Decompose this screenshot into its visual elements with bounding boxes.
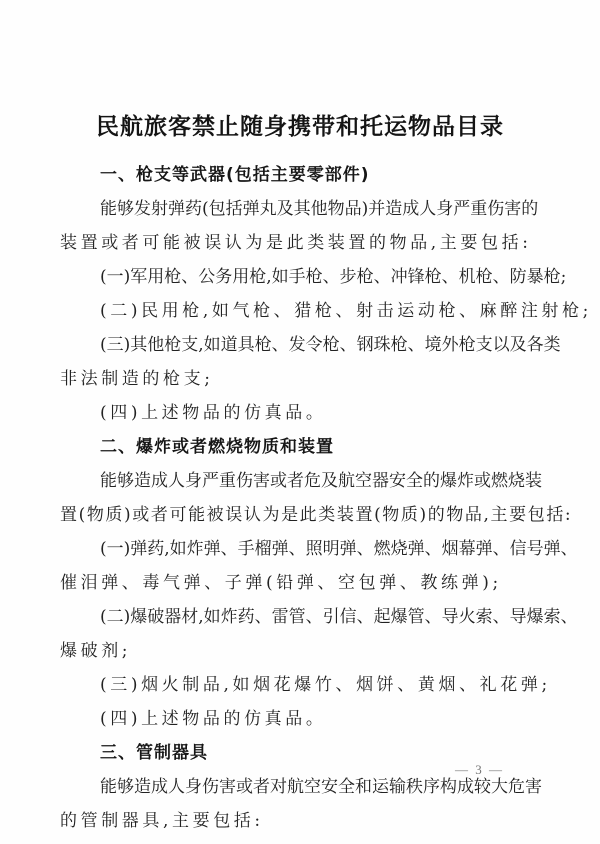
section-heading-weapons: 一、枪支等武器(包括主要零部件): [100, 165, 370, 185]
list-item-continuation: 爆破剂;: [60, 641, 132, 661]
section-heading-controlled-tools: 三、管制器具: [100, 743, 208, 763]
document-title: 民航旅客禁止随身携带和托运物品目录: [96, 113, 504, 140]
list-item-continuation: 非法制造的枪支;: [60, 369, 214, 389]
list-item: (四)上述物品的仿真品。: [100, 709, 327, 729]
list-item: (三)烟火制品,如烟花爆竹、烟饼、黄烟、礼花弹;: [100, 675, 551, 695]
list-item: (一)军用枪、公务用枪,如手枪、步枪、冲锋枪、机枪、防暴枪;: [100, 267, 567, 287]
list-item: (三)其他枪支,如道具枪、发令枪、钢珠枪、境外枪支以及各类: [100, 335, 561, 355]
paragraph-line: 置(物质)或者可能被误认为是此类装置(物质)的物品,主要包括:: [60, 505, 573, 525]
list-item: (二)爆破器材,如炸药、雷管、引信、起爆管、导火索、导爆索、: [100, 607, 578, 627]
list-item-continuation: 催泪弹、毒气弹、子弹(铅弹、空包弹、教练弹);: [60, 573, 502, 593]
paragraph-line: 能够发射弹药(包括弹丸及其他物品)并造成人身严重伤害的: [100, 199, 539, 219]
paragraph-line: 的管制器具,主要包括:: [60, 811, 264, 831]
document-body: [60, 158, 592, 838]
page-number: — 3 —: [455, 762, 504, 777]
list-item: (四)上述物品的仿真品。: [100, 403, 327, 423]
paragraph-line: 装置或者可能被误认为是此类装置的物品,主要包括:: [60, 233, 532, 253]
list-item: (一)弹药,如炸弹、手榴弹、照明弹、燃烧弹、烟幕弹、信号弹、: [100, 539, 578, 559]
paragraph-line: 能够造成人身严重伤害或者危及航空器安全的爆炸或燃烧装: [100, 471, 542, 491]
paragraph-line: 能够造成人身伤害或者对航空安全和运输秩序构成较大危害: [100, 777, 542, 797]
section-heading-explosives: 二、爆炸或者燃烧物质和装置: [100, 437, 334, 457]
list-item: (二)民用枪,如气枪、猎枪、射击运动枪、麻醉注射枪;: [100, 301, 592, 321]
